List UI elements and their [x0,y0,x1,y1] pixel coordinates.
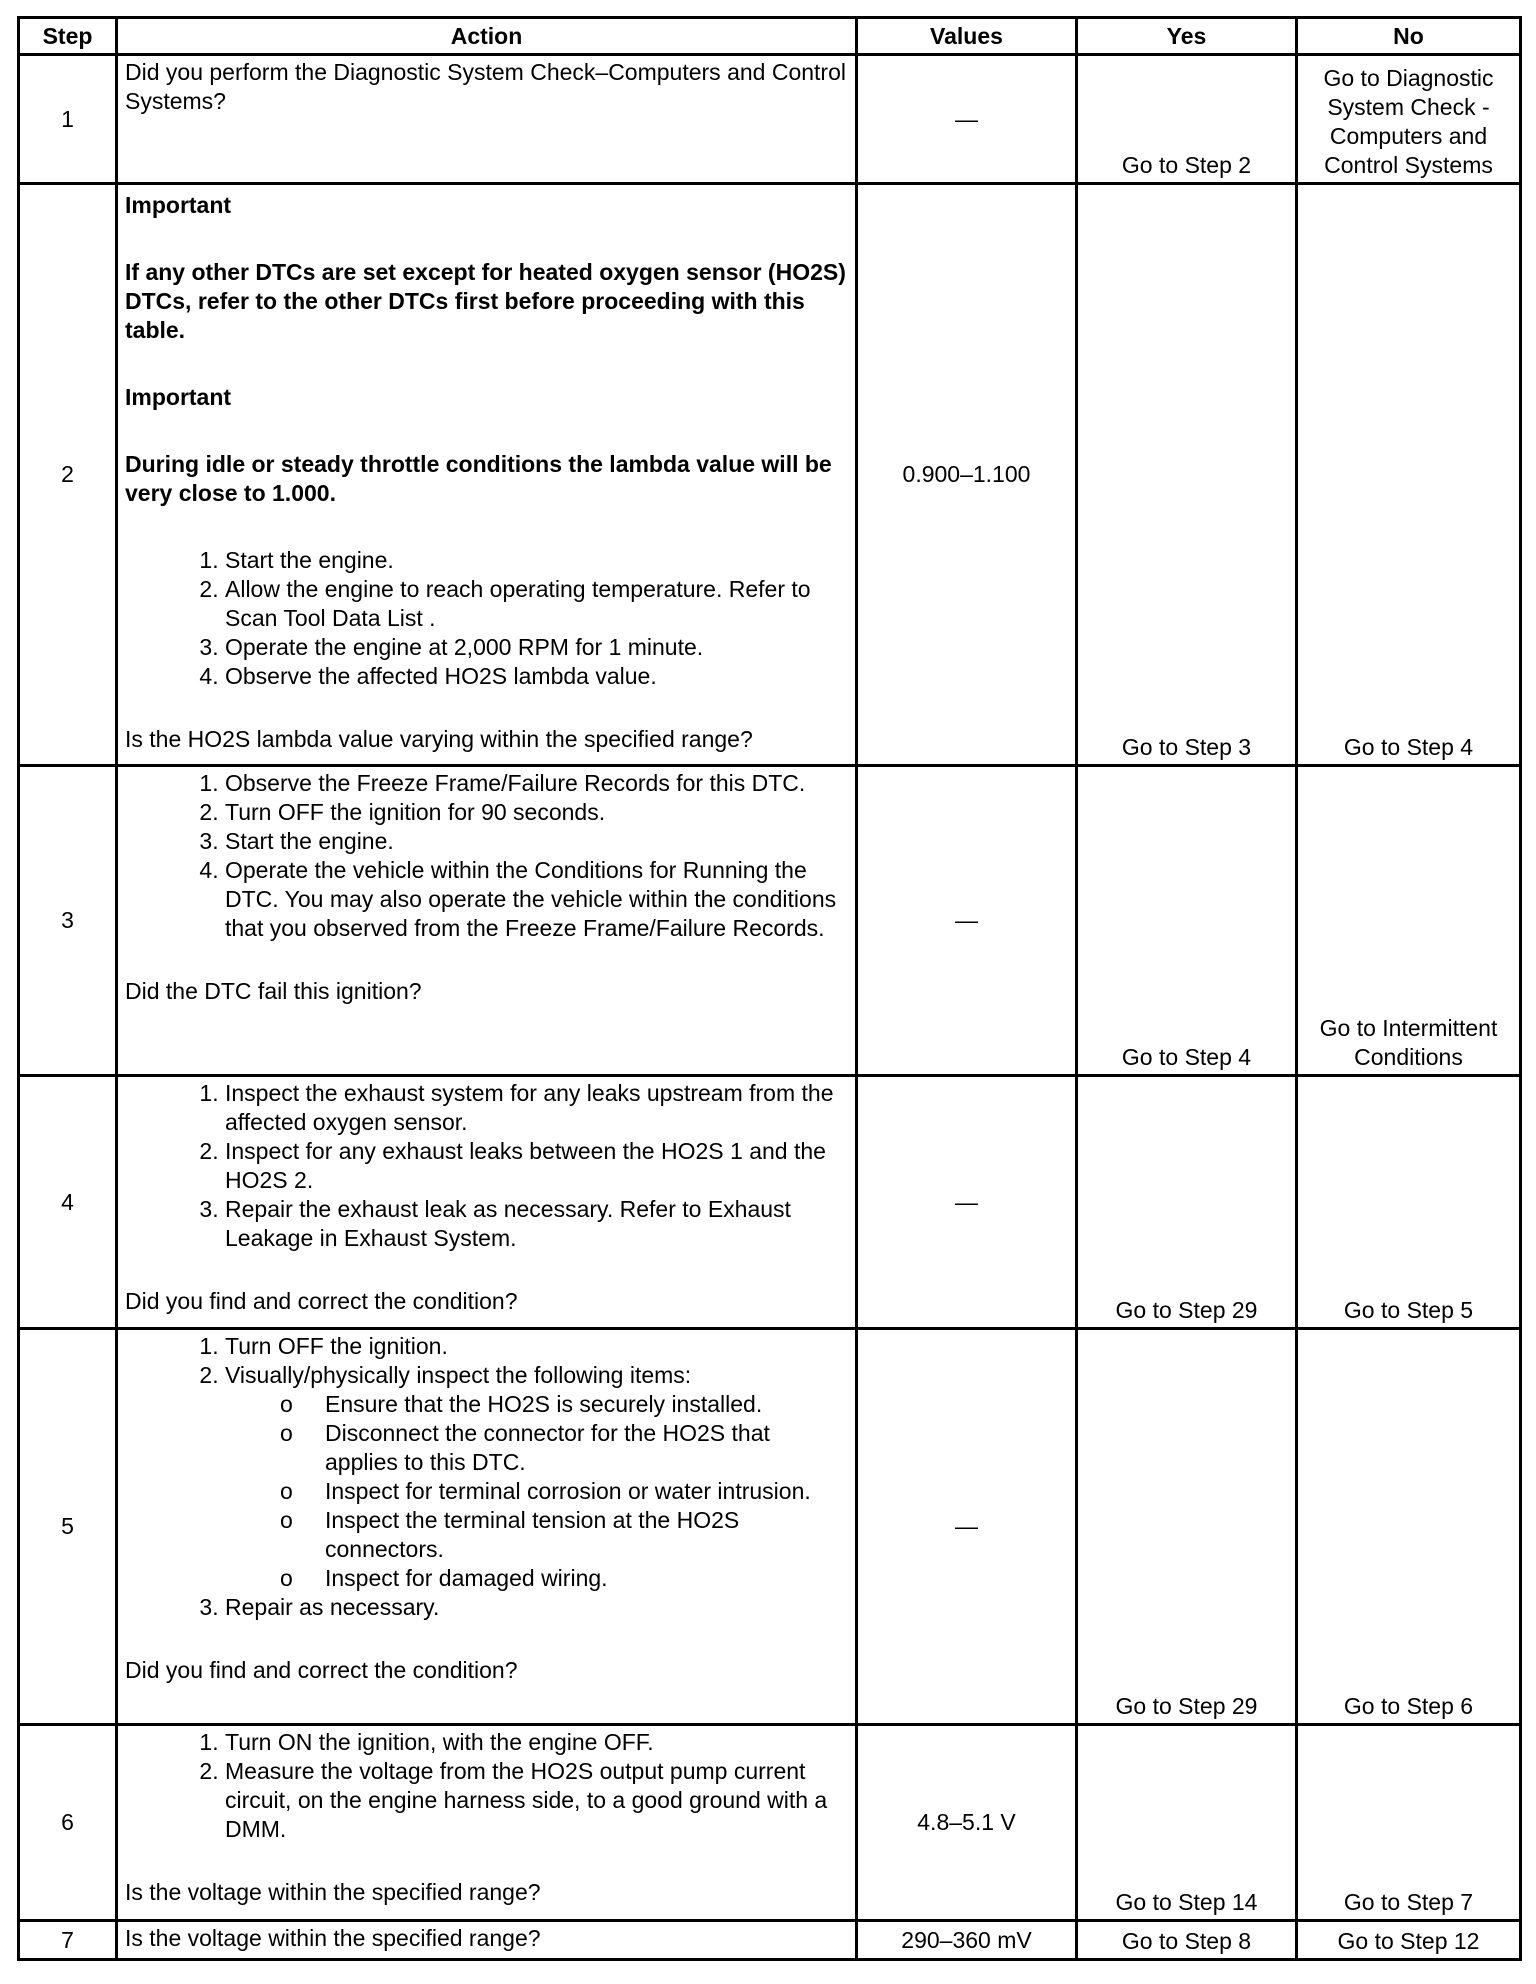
list-item: 4. Observe the affected HO2S lambda value. [225,662,848,691]
sub-item: o Disconnect the connector for the HO2S that applies to this DTC. [325,1419,848,1477]
table-row [19,1725,1521,1921]
step-list [125,769,848,943]
important-text: If any other DTCs are set except for heated oxygen sensor (HO2S) DTCs, refer to the other DTCs first before proceeding with this table. [125,259,846,343]
values-cell: 4.8–5.1 V [857,1725,1077,1921]
action-cell [117,55,857,184]
action-question: Is the HO2S lambda value varying within the specified range? [125,726,753,752]
yes-cell: Go to Step 14 [1077,1725,1297,1921]
step-number: 7 [19,1921,117,1960]
table-row [19,766,1521,1076]
header-values: Values [857,18,1077,55]
yes-cell: Go to Step 3 [1077,184,1297,766]
step-list [125,1079,848,1253]
sub-item: o Inspect for terminal corrosion or water intrusion. [325,1477,848,1506]
list-item: 1. Inspect the exhaust system for any leaks upstream from the affected oxygen sensor. [225,1079,848,1137]
header-yes: Yes [1077,18,1297,55]
list-item: 1. Observe the Freeze Frame/Failure Records for this DTC. [225,769,848,798]
header-action: Action [117,18,857,55]
step-number: 4 [19,1076,117,1329]
values-cell: — [857,766,1077,1076]
no-cell: Go to Step 12 [1297,1921,1521,1960]
diagnostic-table [17,16,1522,1961]
no-cell: Go to Step 6 [1297,1329,1521,1725]
list-item: 3. Start the engine. [225,827,848,856]
action-cell [117,184,857,766]
no-cell: Go to Step 7 [1297,1725,1521,1921]
action-question: Did the DTC fail this ignition? [125,978,422,1004]
yes-cell: Go to Step 2 [1077,55,1297,184]
list-item: 2. Measure the voltage from the HO2S output pump current circuit, on the engine harness side, to a good ground with a DMM. [225,1757,848,1844]
sub-item: o Inspect the terminal tension at the HO2S connectors. [325,1506,848,1564]
action-cell [117,1076,857,1329]
table-row [19,1329,1521,1725]
header-step: Step [19,18,117,55]
action-cell [117,1329,857,1725]
step-list [125,546,848,691]
list-item: 1. Turn ON the ignition, with the engine OFF. [225,1728,848,1757]
table-row [19,1076,1521,1329]
list-item: 1. Start the engine. [225,546,848,575]
list-item: 2. Inspect for any exhaust leaks between the HO2S 1 and the HO2S 2. [225,1137,848,1195]
sub-item: o Inspect for damaged wiring. [325,1564,848,1593]
list-item: 3. Repair as necessary. [225,1593,848,1622]
yes-cell: Go to Step 29 [1077,1329,1297,1725]
list-item: 3. Operate the engine at 2,000 RPM for 1 minute. [225,633,848,662]
header-no: No [1297,18,1521,55]
values-cell: — [857,1076,1077,1329]
yes-cell: Go to Step 29 [1077,1076,1297,1329]
list-item: 3. Repair the exhaust leak as necessary. Refer to Exhaust Leakage in Exhaust System. [225,1195,848,1253]
action-question: Did you perform the Diagnostic System Check–Computers and Control Systems? [125,59,846,114]
step-list [125,1728,848,1844]
values-cell: — [857,55,1077,184]
important-text: During idle or steady throttle conditions the lambda value will be very close to 1.000. [125,451,832,506]
yes-cell: Go to Step 8 [1077,1921,1297,1960]
values-cell: 290–360 mV [857,1921,1077,1960]
table-row [19,184,1521,766]
no-cell: Go to Step 5 [1297,1076,1521,1329]
action-cell [117,1725,857,1921]
list-item: 2. Turn OFF the ignition for 90 seconds. [225,798,848,827]
values-cell: — [857,1329,1077,1725]
list-item: 4. Operate the vehicle within the Conditions for Running the DTC. You may also operate the vehicle within the conditions that you observed from the Freeze Frame/Failure Records. [225,856,848,943]
sub-item-list [225,1390,848,1593]
no-cell: Go to Step 4 [1297,184,1521,766]
action-question: Is the voltage within the specified range? [125,1879,541,1905]
table-row [19,55,1521,184]
important-label: Important [125,384,232,410]
table-row [19,1921,1521,1960]
values-cell: 0.900–1.100 [857,184,1077,766]
no-cell: Go to Diagnostic System Check - Computers and Control Systems [1297,55,1521,184]
action-cell [117,766,857,1076]
step-number: 3 [19,766,117,1076]
sub-item: o Ensure that the HO2S is securely installed. [325,1390,848,1419]
step-number: 1 [19,55,117,184]
yes-cell: Go to Step 4 [1077,766,1297,1076]
step-number: 6 [19,1725,117,1921]
important-label: Important [125,192,232,218]
no-cell: Go to Intermittent Conditions [1297,766,1521,1076]
header-row [19,18,1521,55]
step-number: 2 [19,184,117,766]
list-item [225,1361,848,1593]
list-item: 2. Allow the engine to reach operating temperature. Refer to Scan Tool Data List . [225,575,848,633]
action-question: Is the voltage within the specified range? [125,1925,541,1951]
action-question: Did you find and correct the condition? [125,1657,518,1683]
list-item: 1. Turn OFF the ignition. [225,1332,848,1361]
action-cell [117,1921,857,1960]
step-list [125,1332,848,1622]
step-number: 5 [19,1329,117,1725]
action-question: Did you find and correct the condition? [125,1288,518,1314]
list-item-text: Visually/physically inspect the following items: [225,1362,692,1388]
